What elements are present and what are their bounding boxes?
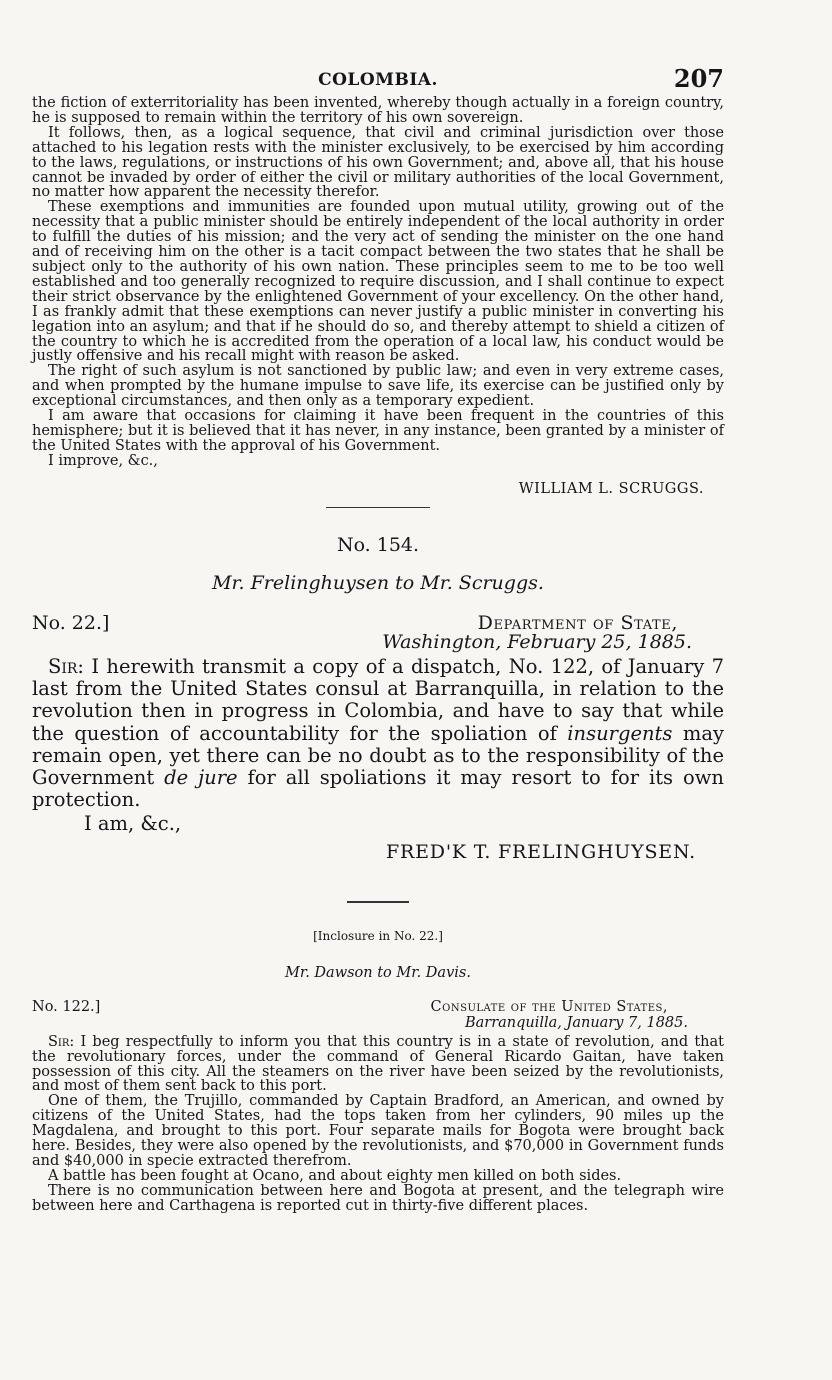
closing-line: I improve, &c., — [48, 452, 158, 469]
signature: WILLIAM L. SCRUGGS. — [518, 480, 704, 497]
dispatch-number: No. 122.] — [32, 998, 101, 1015]
paragraph: It follows, then, as a logical sequence, that civil and criminal jurisdiction over those attached to his legation rests with the minister exclusively, to be exercised by him according to the laws, regulations, or instructions of his own Government; and, above all, that his house cannot be invaded by order of either the civil or military authorities of the local Government, no matter how apparent the necessity therefor. — [32, 124, 724, 201]
letter-body — [32, 96, 724, 469]
inclosure-heading — [32, 999, 724, 1035]
paragraph: A battle has been fought at Ocano, and about eighty men killed on both sides. — [48, 1167, 622, 1184]
dispatch-number: No. 22.] — [32, 611, 110, 634]
page-header — [32, 62, 724, 96]
document-page — [32, 62, 724, 1214]
divider — [347, 901, 409, 903]
italic-text: insurgents — [567, 721, 673, 745]
inclosure-label: [Inclosure in No. 22.] — [313, 928, 443, 943]
paragraph: There is no communication between here and Bogota at present, and the telegraph wire between here and Carthagena is reported cut in thirty-five different places. — [32, 1182, 724, 1214]
paragraph: One of them, the Trujillo, commanded by Captain Bradford, an American, and owned by citizens of the United States, had the tops taken from her cylinders, 90 miles up the Magdalena, and brought to this port. Four separate mails for Bogota were brought back here. Besides, they were also opened by the revolutionists, and $70,000 in Government funds and $40,000 in specie extracted therefrom. — [32, 1093, 724, 1169]
paragraph: The right of such asylum is not sanctioned by public law; and even in very extreme cases, and when prompted by the humane impulse to save life, its exercise can be justified only by exceptional circumstances, and then only as a temporary expedient. — [32, 363, 724, 410]
inclosure-title: Mr. Dawson to Mr. Davis. — [285, 964, 471, 981]
paragraph — [32, 656, 724, 812]
paragraph: I am aware that occasions for claiming it have been frequent in the countries of this hemisphere; but it is believed that it has never, in any instance, been granted by a minister of the United States with the approval of his Government. — [32, 408, 724, 454]
running-head: COLOMBIA. — [318, 70, 438, 90]
document-title: Mr. Frelinghuysen to Mr. Scruggs. — [212, 571, 544, 594]
signature: FRED'K T. FRELINGHUYSEN. — [386, 840, 696, 863]
salutation: Sir: — [48, 1033, 75, 1050]
text-run: may remain open, yet there can be no doubt as to the responsibility of the Government — [32, 721, 724, 790]
text-run: I herewith transmit a copy of a dispatch, No. 122, of January 7 last from the United States consul at Barranquilla, in relation to the revolution then in progress in Colombia, and have to say that while the question of accountability for the spoliation of — [32, 654, 724, 745]
department-name: Department of State, — [477, 611, 678, 634]
place-date: Washington, February 25, 1885. — [382, 630, 692, 653]
paragraph — [32, 1035, 724, 1095]
office-name: Consulate of the United States, — [430, 998, 668, 1015]
page-number: 207 — [673, 64, 724, 93]
inclosure-body — [32, 1035, 724, 1214]
italic-text: de jure — [164, 766, 238, 790]
paragraph: the fiction of exterritoriality has been invented, whereby though actually in a foreign country, he is supposed to remain within the territory of his own sovereign. — [32, 95, 724, 126]
document-number: No. 154. — [336, 533, 420, 556]
dispatch-heading — [32, 611, 724, 653]
place-date: Barranquilla, January 7, 1885. — [464, 1014, 688, 1031]
text-run: for all spoliations it may resort to for its own protection. — [32, 766, 724, 812]
closing-line: I am, &c., — [84, 811, 182, 835]
text-run: I beg respectfully to inform you that this country is in a state of revolution, and that the revolutionary forces, under the command of General Ricardo Gaitan, have taken possession of this city. All the steamers on the river have been seized by the revolutionists, and most of them sent back to this port. — [32, 1033, 724, 1095]
paragraph: These exemptions and immunities are founded upon mutual utility, growing out of the necessity that a public minister should be entirely independent of the local authority in order to fulfill the duties of his mission; and the very act of sending the minister on the one hand and of receiving him on the other is a tacit compact between the two states that he shall be subject only to the authority of his own nation. These principles seem to me to be too well established and too generally recognized to require discussion, and I shall continue to expect their strict observance by the enlightened Government of your excellency. On the other hand, I as frankly admit that these exemptions can never justify a public minister in converting his legation into an asylum; and that if he should do so, and thereby attempt to shield a citizen of the country to which he is accredited from the operation of a local law, his conduct would be justly offensive and his recall might with reason be asked. — [32, 199, 724, 365]
divider — [326, 507, 430, 508]
salutation: Sir: — [48, 654, 84, 678]
dispatch-body — [32, 656, 724, 812]
